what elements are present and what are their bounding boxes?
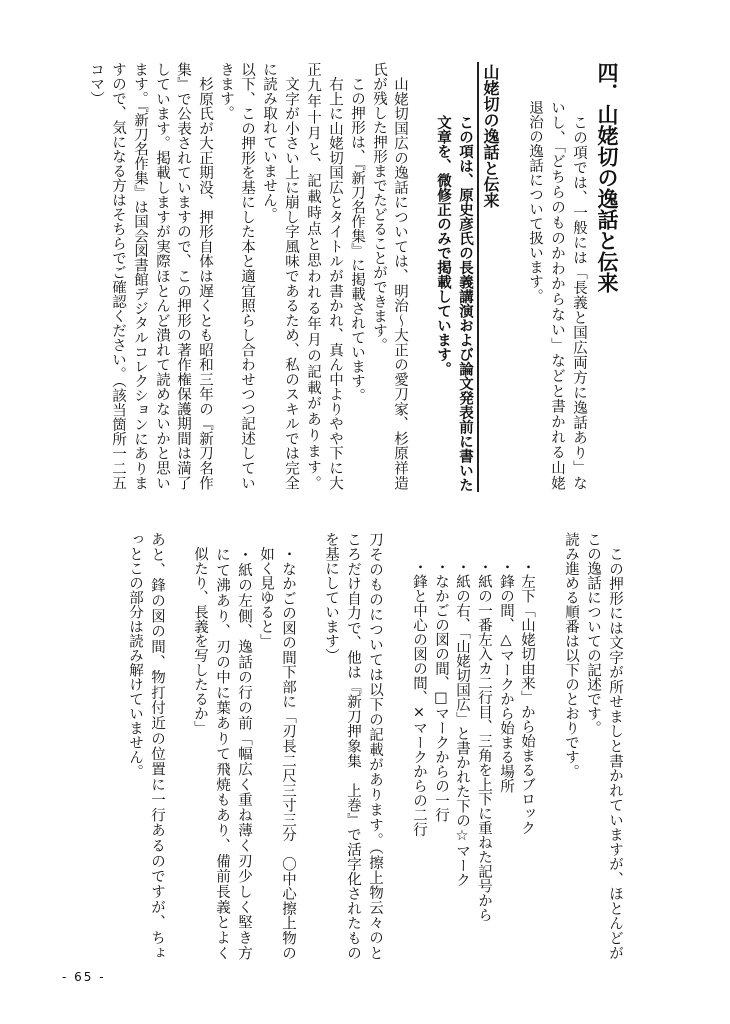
list-item-continuation: 如く見ゆると」 [258,532,274,648]
list-item: ・左下「山姥切由来」から始まるブロック [519,545,535,835]
list-item-continuation: 似たり、長義を写したるか」 [192,532,208,735]
lower-line: 読み進める順番は以下のとおりです。 [563,532,579,779]
lower-line: あと、鋒の図の間、物打付近の位置に一行あるのですが、ちょ [149,532,165,960]
list-item: ・鋒と中心の図の間、×マークからの二行 [411,545,427,837]
body-line: 正九年十月と、記載時点と思われる年月の記載があります。 [305,62,321,490]
intro-line: この項では、一般には「長義と国広両方に逸話あり」な [571,100,587,490]
body-line: きます。 [218,62,234,120]
lower-line: を基にしています） [323,532,339,663]
section-title: 四．山姥切の逸話と伝来 [595,62,619,293]
body-line: に読み取れていません。 [261,62,277,222]
page-number: - 65 - [62,970,106,984]
list-item: ・鋒の間、△マークから始まる場所 [498,545,514,793]
body-line: 杉原氏が大正期没、押形自体は遅くとも昭和三年の『新刀名作 [197,62,213,490]
lower-line: っとこの部分は読み解けていません。 [127,532,143,779]
list-item: ・紙の一番左入カ二行目、三角を上下に重ねた記号から [476,545,492,922]
list-item: ・紙の左側、逸話の行の前「幅広く重ね薄く刃少しく堅き方 [236,532,252,961]
lower-line: ころだけ自力で、他は『新刀押象集 上巻』で活字化されたもの [345,532,361,960]
note-line: 文章を、微修正のみで掲載しています。 [435,115,451,376]
intro-line: いし、「どちらのものかわからない」などと書かれる山姥 [549,100,565,490]
lower-line: 刀そのものについては以下の記載があります。（擦上物云々のと [367,532,383,960]
list-item: ・紙の右、「山姥切国広」と書かれた下の☆マーク [454,545,470,888]
body-line: 文字が小さい上に崩し字風味であるため、私のスキルでは完全 [283,62,299,490]
body-line: しています。掲載しますが実際ほとんど潰れて読めないかと思い [154,62,170,490]
body-line: 右上に山姥切国広とタイトルが書かれ、真ん中よりやや下に大 [327,62,343,490]
list-item: ・なかごの図の間、□マークからの一行 [433,545,449,822]
body-line: ます。『新刀名作集』は国会図書館デジタルコレクションにありま [132,62,148,490]
body-line: コマ） [88,62,104,106]
divider [477,62,479,492]
list-item: ・なかごの図の間下部に「刃長二尺三寸三分 〇中心擦上物の [280,532,296,960]
note-line: この項は、原史彦氏の長義講演および論文発表前に書いた [457,115,473,492]
intro-line: 退治の逸話について扱います。 [527,100,543,303]
body-line: この押形は、『新刀名作集』に掲載されています。 [349,62,365,403]
body-line: 氏が残した押形までたどることができます。 [371,62,387,352]
body-line: 集』で公表されていますので、この押形の著作権保護期間は満了 [175,62,191,490]
body-line: すので、気になる方はそちらでご確認ください。（該当箇所一二五 [110,62,126,490]
subsection-title: 山姥切の逸話と伝来 [481,64,500,208]
lower-line: この押形には文字が所せましと書かれていますが、ほとんどが [607,532,623,960]
body-line: 山姥切国広の逸話については、明治～大正の愛刀家、杉原祥造 [392,62,408,490]
lower-line: この逸話についての記述です。 [585,532,601,735]
list-item-continuation: にて沸あり、刃の中に葉ありて飛焼もあり、備前長義とよく [214,532,230,960]
body-line: 以下、この押形を基にした本と適宜照らし合わせつつ記述してい [239,62,255,490]
